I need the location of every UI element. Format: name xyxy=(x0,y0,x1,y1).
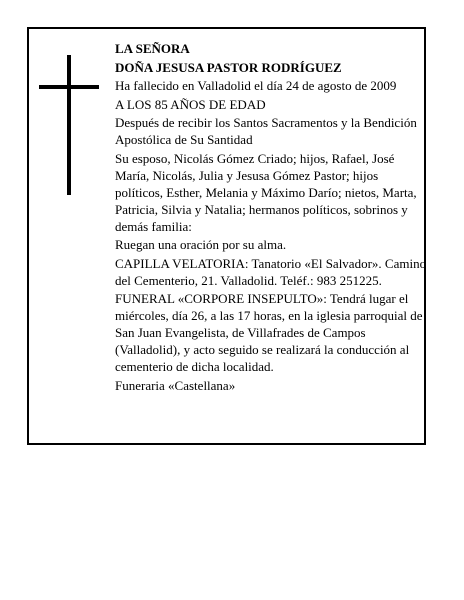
family-paragraph: Su esposo, Nicolás Gómez Criado; hijos, Rafael, José María, Nicolás, Julia y Jesusa Gómez Pastor; hijos políticos, Esther, Melania y Máximo Darío; nietos, Marta, Patricia, Silvia y Natalia; hermanos políticos, sobrinos y demás familia: xyxy=(115,150,417,234)
chapel-paragraph: CAPILLA VELATORIA: Tanatorio «El Salvador». Camino del Cementerio, 21. Valladolid. Teléf.: 983 251225. xyxy=(115,255,427,288)
heading: LA SEÑORA xyxy=(115,41,190,56)
deceased-name: DOÑA JESUSA PASTOR RODRÍGUEZ xyxy=(115,59,342,75)
cross-icon xyxy=(67,55,71,195)
funeral-home: Funeraria «Castellana» xyxy=(115,377,236,393)
sacraments-line: Después de recibir los Santos Sacramentos y la Bendición Apostólica de Su Santidad xyxy=(115,115,417,147)
prayer-line: Ruegan una oración por su alma. xyxy=(115,237,287,252)
funeral-paragraph: FUNERAL «CORPORE INSEPULTO»: Tendrá lugar el miércoles, día 26, a las 17 horas, en la iglesia parroquial de San Juan Evangelista, de Villafrades de Campos (Valladolid), y acto seguido se realizará la conducción al cementerio de dicha localidad. xyxy=(115,291,423,374)
death-line: Ha fallecido en Valladolid el día 24 de agosto de 2009 xyxy=(115,78,397,93)
cross-icon-bar xyxy=(39,85,99,89)
obituary-text xyxy=(115,40,427,395)
age-line: A LOS 85 AÑOS DE EDAD xyxy=(115,96,266,112)
